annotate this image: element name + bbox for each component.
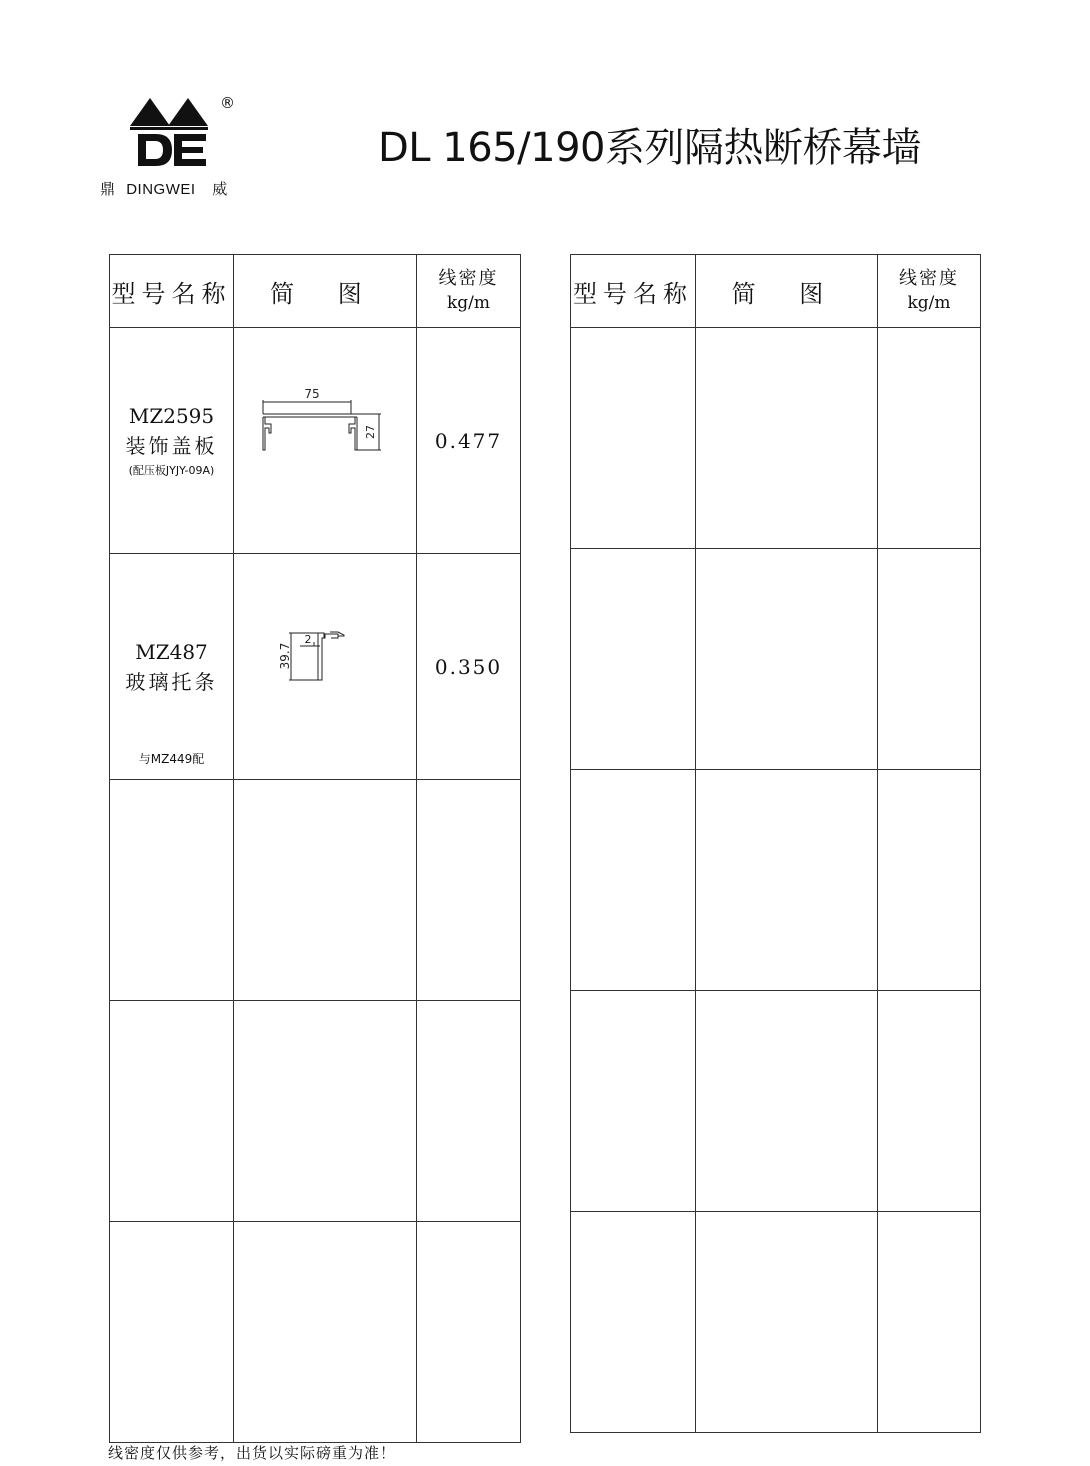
- model-cell: [571, 1212, 696, 1433]
- header-density-unit: kg/m: [446, 293, 491, 313]
- figure-cell: [234, 328, 417, 554]
- model-code: MZ2595: [128, 403, 215, 428]
- header-density-unit: kg/m: [907, 293, 951, 313]
- table-row: [110, 1001, 521, 1222]
- company-logo: [100, 94, 260, 204]
- dimension-width-label: 75: [304, 387, 320, 401]
- table-row: [110, 328, 521, 554]
- figure-cell: [234, 1222, 417, 1443]
- model-cell: [571, 991, 696, 1212]
- density-cell: [878, 770, 981, 991]
- page-title: DL 165/190系列隔热断桥幕墙: [378, 125, 921, 171]
- density-cell: [417, 1001, 521, 1222]
- figure-cell: [234, 1001, 417, 1222]
- glass-support-profile-drawing: [234, 554, 416, 775]
- dimension-height-label: 39.7: [278, 642, 292, 670]
- table-row: [571, 991, 981, 1212]
- table-row: [110, 780, 521, 1001]
- table-row: [571, 770, 981, 991]
- density-cell: [878, 1212, 981, 1433]
- table-header-row: [571, 255, 981, 328]
- footer-note: 线密度仅供参考，出货以实际磅重为准！: [108, 1444, 397, 1462]
- dimension-height-label: 27: [364, 425, 377, 439]
- density-cell: [417, 1222, 521, 1443]
- table-row: [571, 549, 981, 770]
- logo-caption-left: 鼎: [100, 180, 116, 198]
- figure-cell: [234, 780, 417, 1001]
- density-cell: 0.477: [417, 328, 521, 554]
- cover-plate-profile-drawing: [234, 328, 416, 549]
- model-name: 装饰盖板: [125, 433, 218, 458]
- header-model-name: 型号名称: [110, 255, 234, 328]
- header-density-label: 线密度: [899, 268, 959, 289]
- header-figure: 简 图: [696, 255, 878, 328]
- profile-table-right: [570, 254, 981, 1433]
- model-cell: [110, 328, 234, 554]
- model-cell: [571, 770, 696, 991]
- header-density-label: 线密度: [438, 268, 499, 289]
- figure-cell: [696, 991, 878, 1212]
- registered-mark: ®: [220, 94, 235, 112]
- model-name: 玻璃托条: [125, 669, 218, 694]
- dimension-width-label: 2: [304, 633, 312, 646]
- dingwei-logo-mark: [128, 94, 218, 170]
- figure-cell: [696, 328, 878, 549]
- logo-brand-name: DINGWEI: [126, 181, 196, 198]
- model-cell: [571, 549, 696, 770]
- logo-caption-right: 威: [212, 180, 228, 198]
- header-density: [878, 255, 981, 328]
- header-density: [417, 255, 521, 328]
- figure-cell: [696, 770, 878, 991]
- figure-cell: [696, 1212, 878, 1433]
- table-row: [571, 1212, 981, 1433]
- profile-table-left: [109, 254, 521, 1443]
- model-cell: [110, 1001, 234, 1222]
- model-note: (配压板JYJY-09A): [128, 463, 215, 477]
- table-row: [571, 328, 981, 549]
- header-figure: 简 图: [234, 255, 417, 328]
- table-row: [110, 554, 521, 780]
- figure-cell: [234, 554, 417, 780]
- figure-cell: [696, 549, 878, 770]
- table-header-row: [110, 255, 521, 328]
- density-cell: [878, 549, 981, 770]
- header-model-name: 型号名称: [571, 255, 696, 328]
- logo-caption: [100, 178, 228, 199]
- model-code: MZ487: [135, 639, 208, 664]
- model-cell: [571, 328, 696, 549]
- density-cell: [878, 328, 981, 549]
- model-cell: [110, 1222, 234, 1443]
- density-cell: [878, 991, 981, 1212]
- model-cell: [110, 780, 234, 1001]
- model-cell: [110, 554, 234, 780]
- model-note: 与MZ449配: [138, 752, 205, 766]
- density-cell: 0.350: [417, 554, 521, 780]
- density-cell: [417, 780, 521, 1001]
- table-row: [110, 1222, 521, 1443]
